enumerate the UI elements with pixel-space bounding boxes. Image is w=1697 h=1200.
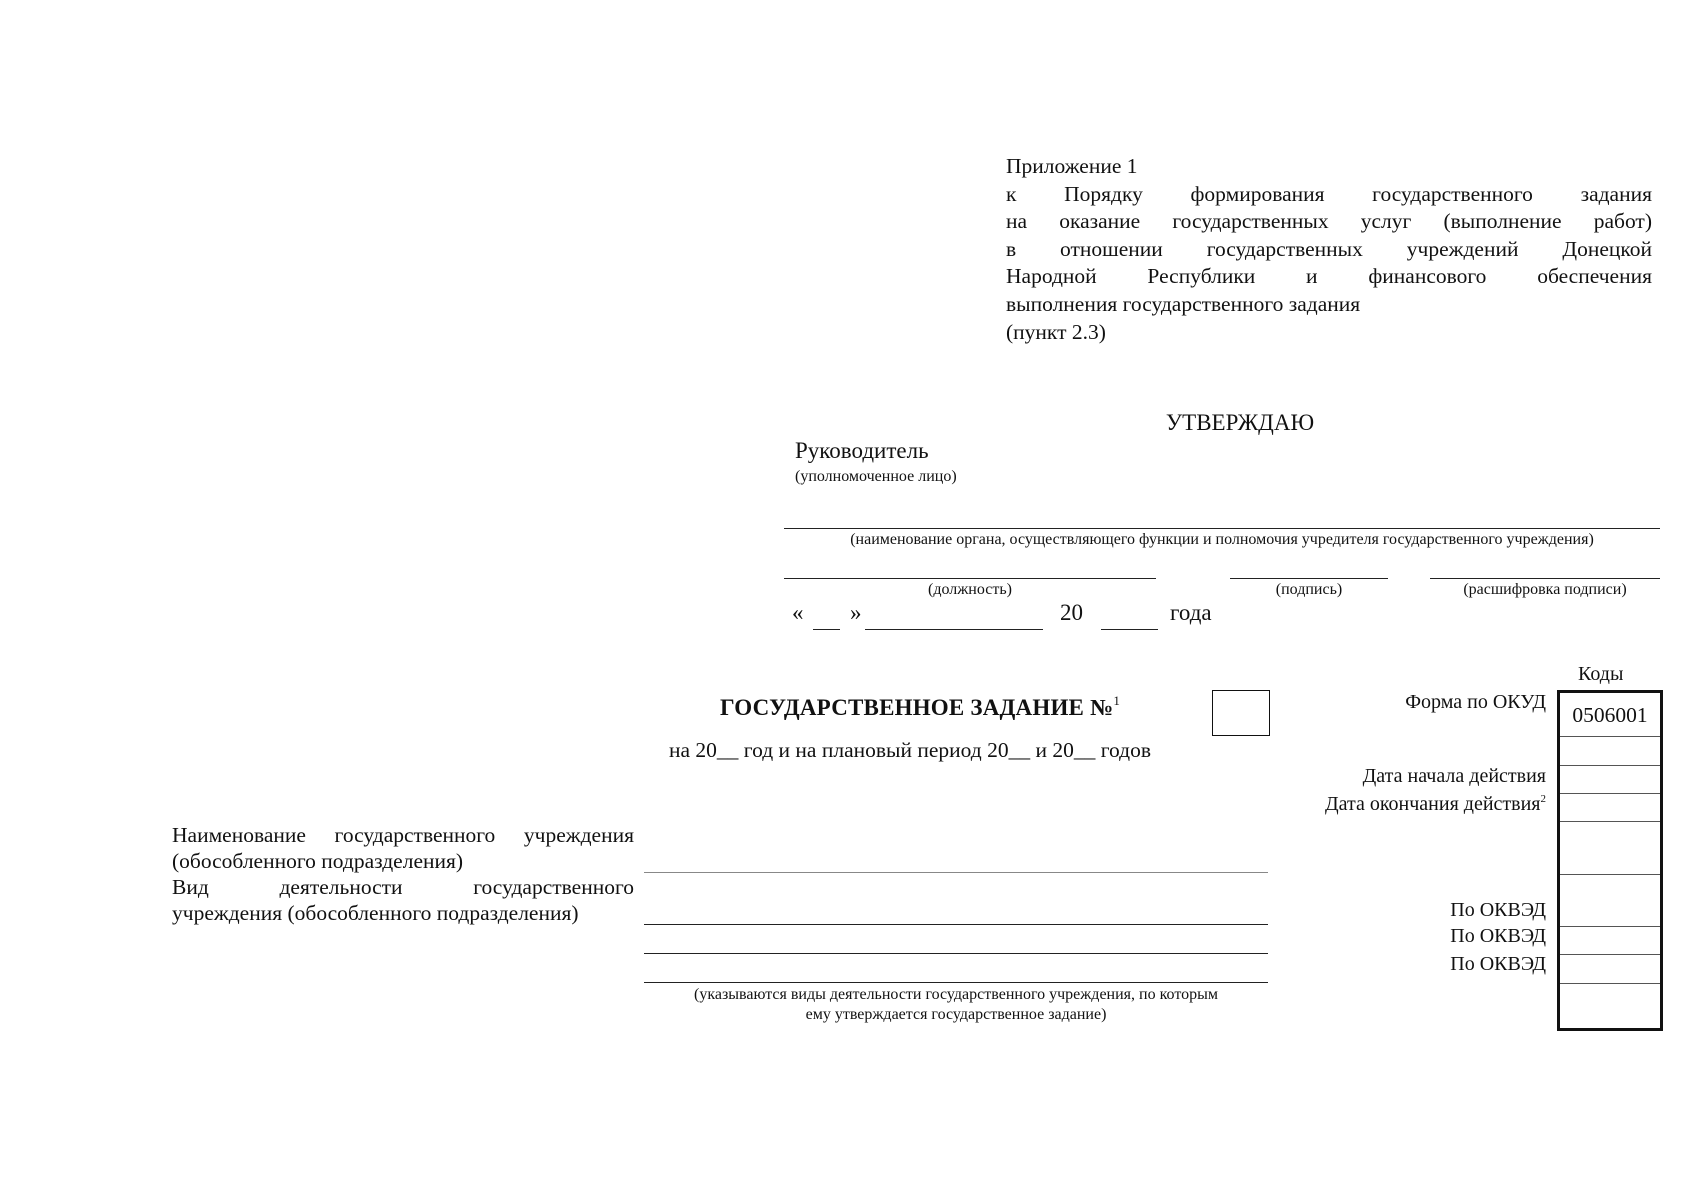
okud-label: Форма по ОКУД [1405, 691, 1546, 713]
codes-row-divider [1560, 736, 1660, 737]
activity-caption-line-2: ему утверждается государственное задание) [805, 1006, 1107, 1023]
year-suffix: года [1170, 600, 1212, 625]
codes-row-divider [1560, 926, 1660, 927]
date-year-line[interactable] [1101, 629, 1158, 630]
title-footnote: 1 [1113, 693, 1121, 708]
decode-caption: (расшифровка подписи) [1463, 581, 1627, 598]
codes-row-divider [1560, 765, 1660, 766]
codes-row-divider [1560, 821, 1660, 822]
okved-label-3: По ОКВЭД [1450, 953, 1546, 975]
activity-caption [644, 985, 1268, 1025]
approval-heading: УТВЕРЖДАЮ [1165, 410, 1315, 435]
date-day-line[interactable] [813, 629, 840, 630]
institution-name-line[interactable] [644, 872, 1268, 873]
end-date-footnote: 2 [1540, 793, 1546, 805]
date-open-quote: « [792, 600, 804, 625]
activity-caption-line-1: (указываются виды деятельности государственного учреждения, по которым [694, 986, 1218, 1003]
signature-line[interactable] [1230, 578, 1388, 579]
date-close-quote: » [850, 600, 862, 625]
signature-decode-line[interactable] [1430, 578, 1660, 579]
appendix-line: выполнения государственного задания [1006, 291, 1361, 316]
title-text: ГОСУДАРСТВЕННОЕ ЗАДАНИЕ № [719, 695, 1114, 720]
end-date-label-text: Дата окончания действия [1324, 793, 1541, 815]
position-line[interactable] [784, 578, 1156, 579]
appendix-number: Приложение 1 [1006, 154, 1138, 178]
appendix-line: Народной Республики и финансового обеспечения [1006, 264, 1652, 289]
end-date-label [1300, 793, 1546, 816]
institution-labels [172, 822, 634, 926]
document-title [660, 695, 1180, 721]
okved-label-2: По ОКВЭД [1450, 925, 1546, 947]
institution-name-label: Наименование государственного учреждения [172, 823, 634, 847]
activity-line-1[interactable] [644, 924, 1268, 925]
appendix-reference [1006, 153, 1652, 346]
organ-name-line[interactable] [784, 528, 1660, 529]
codes-row-divider [1560, 874, 1660, 875]
appendix-line: к Порядку формирования государственного задания [1006, 181, 1652, 206]
date-month-line[interactable] [865, 629, 1043, 630]
codes-row-divider [1560, 954, 1660, 955]
codes-header: Коды [1578, 663, 1624, 685]
appendix-clause: (пункт 2.3) [1006, 319, 1106, 344]
okved-label-1: По ОКВЭД [1450, 899, 1546, 921]
activity-label: Вид деятельности государственного [172, 875, 634, 899]
organ-caption: (наименование органа, осуществляющего функции и полномочия учредителя государственного учреждения) [850, 531, 1594, 548]
codes-table [1557, 690, 1663, 1031]
task-number-box[interactable] [1212, 690, 1270, 736]
institution-name-label-2: (обособленного подразделения) [172, 849, 464, 873]
codes-row-divider [1560, 793, 1660, 794]
okud-code-cell[interactable]: 0506001 [1572, 703, 1648, 727]
signature-caption: (подпись) [1275, 581, 1343, 598]
head-label: Руководитель [795, 438, 929, 463]
codes-row-divider [1560, 983, 1660, 984]
position-caption: (должность) [928, 581, 1012, 598]
activity-line-3[interactable] [644, 982, 1268, 983]
appendix-line: на оказание государственных услуг (выполнение работ) [1006, 209, 1652, 234]
period-line: на 20__ год и на плановый период 20__ и 20__ годов [669, 738, 1151, 762]
year-prefix: 20 [1060, 600, 1083, 625]
appendix-line: в отношении государственных учреждений Донецкой [1006, 236, 1652, 261]
activity-line-2[interactable] [644, 953, 1268, 954]
start-date-label: Дата начала действия [1362, 765, 1546, 787]
head-sublabel: (уполномоченное лицо) [795, 468, 957, 485]
activity-label-2: учреждения (обособленного подразделения) [172, 901, 579, 925]
